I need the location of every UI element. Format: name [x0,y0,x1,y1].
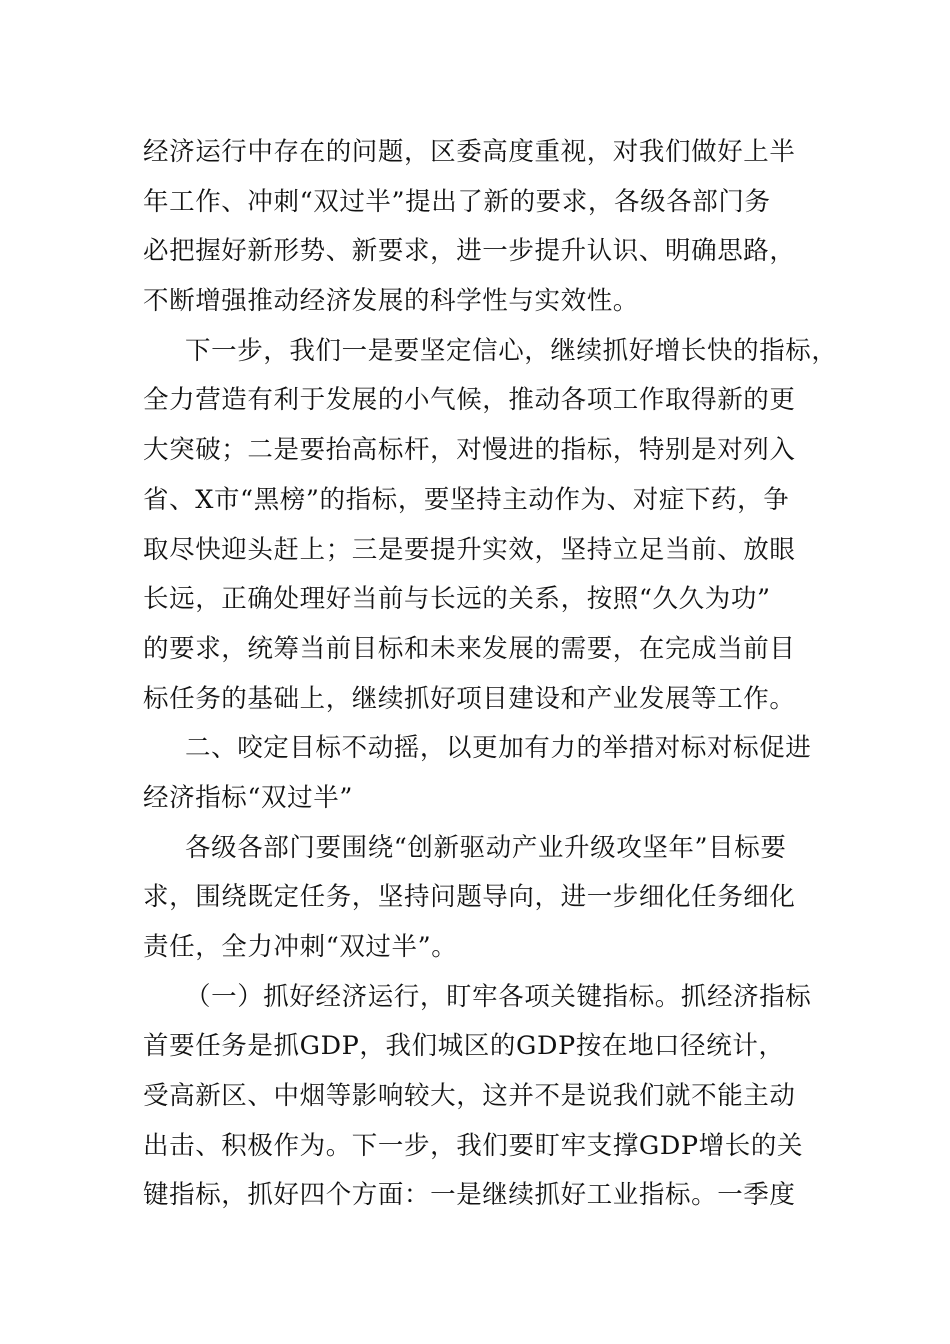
paragraph-first-line: 下一步，我们一是要坚定信心，继续抓好增长快的指标， [185,335,838,366]
text-line: 受高新区、中烟等影响较大，这并不是说我们就不能主动 [143,1081,796,1112]
text-line: 大突破；二是要抬高标杆，对慢进的指标，特别是对列入 [143,435,796,466]
text-line: 的要求，统筹当前目标和未来发展的需要，在完成当前目 [143,633,796,664]
text-line: 必把握好新形势、新要求，进一步提升认识、明确思路， [143,236,796,267]
section-heading-continued: 经济指标“双过半” [143,782,353,813]
document-body [143,128,838,1221]
text-line: 不断增强推动经济发展的科学性与实效性。 [143,286,639,317]
section-heading: 二、咬定目标不动摇，以更加有力的举措对标对标促进 [185,733,812,764]
text-line: 年工作、冲刺“双过半”提出了新的要求，各级各部门务 [143,186,771,217]
text-line: 经济运行中存在的问题，区委高度重视，对我们做好上半 [143,137,796,167]
text-line: 省、X市“黑榜”的指标，要坚持主动作为、对症下药，争 [143,484,790,515]
text-line: 首要任务是抓GDP，我们城区的GDP按在地口径统计， [143,1031,785,1062]
text-line: 取尽快迎头赶上；三是要提升实效，坚持立足当前、放眼 [143,534,796,565]
text-line: 键指标，抓好四个方面：一是继续抓好工业指标。一季度 [143,1180,796,1211]
text-line: 出击、积极作为。下一步，我们要盯牢支撑GDP增长的关 [143,1130,804,1161]
paragraph-first-line: 各级各部门要围绕“创新驱动产业升级攻坚年”目标要 [185,832,787,863]
text-line: 长远，正确处理好当前与长远的关系，按照“久久为功” [143,584,771,615]
text-line: 全力营造有利于发展的小气候，推动各项工作取得新的更 [143,385,796,416]
text-line: 标任务的基础上，继续抓好项目建设和产业发展等工作。 [143,683,796,714]
paragraph-first-line: （一）抓好经济运行，盯牢各项关键指标。抓经济指标 [185,981,812,1012]
text-line: 责任，全力冲刺“双过半”。 [143,932,458,962]
text-line: 求，围绕既定任务，坚持问题导向，进一步细化任务细化 [143,882,796,913]
